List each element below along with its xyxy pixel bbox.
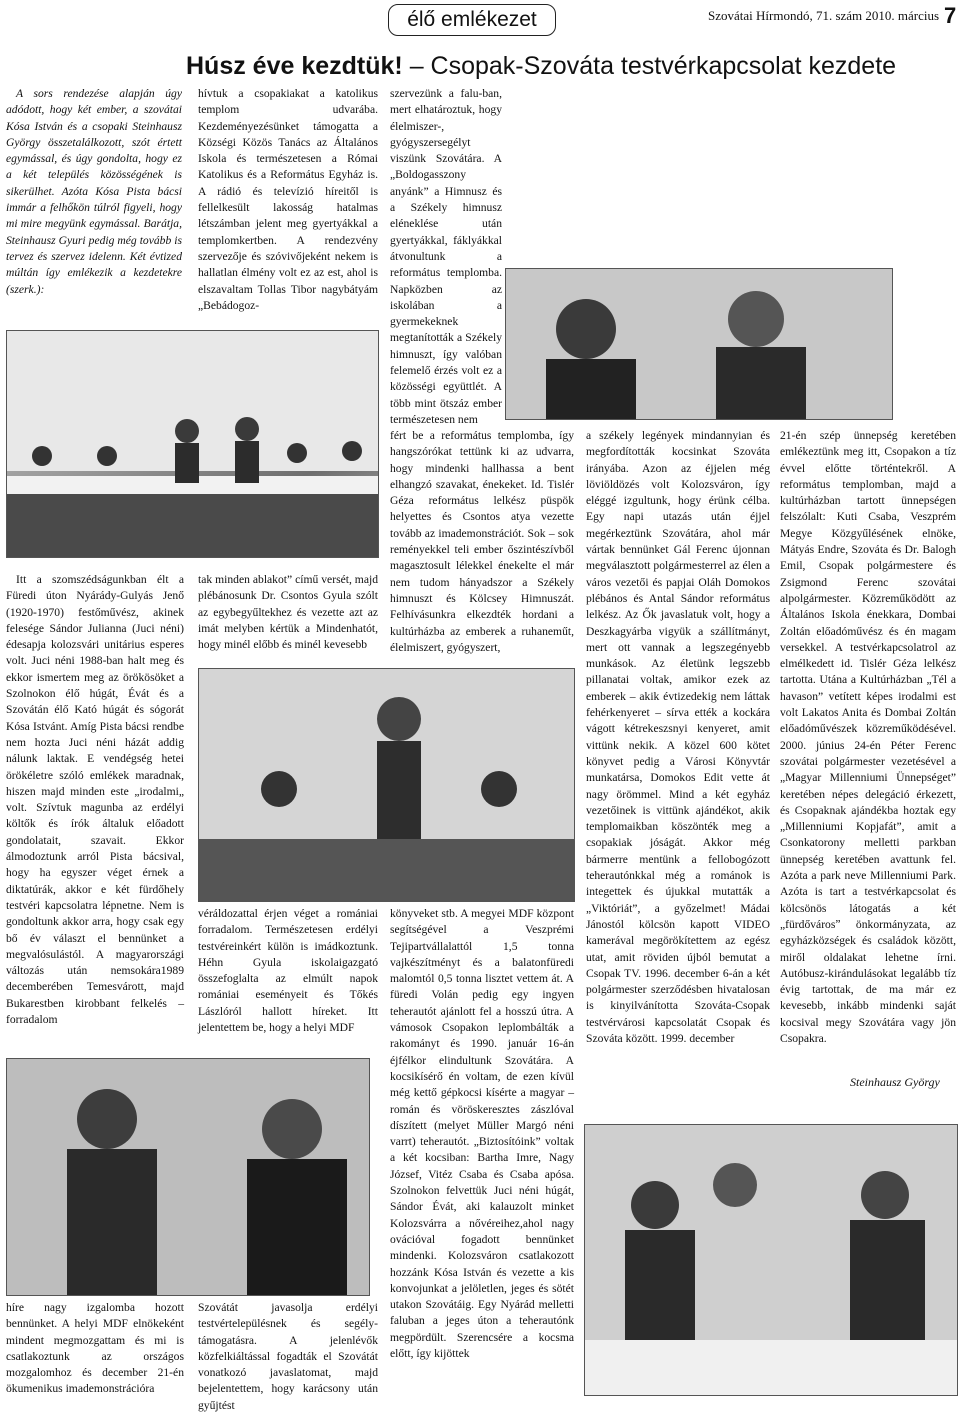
section-tag: élő emlékezet — [388, 4, 556, 36]
photo-signing — [584, 1124, 958, 1396]
photo-handshake — [6, 1058, 370, 1296]
page-number: 7 — [944, 3, 957, 28]
author-signature: Steinhausz György — [850, 1075, 940, 1089]
intro-text: A sors rendezése alapján úgy adódott, hogy két ember, a szovátai Kósa István és a csopaki Steinhausz György összetalálkozott, szót értett egymással, és úgy gondolta, hogy ez a két település közösségének is sikerülhet. Azóta Kósa Pista bácsi immár a felhőkön túlról figyeli, hogy mi mire megyünk egymással. Barátja, Steinhausz Gyuri pedig még tovább is tervez és szervez idelenn. Két évtized múltán így emlékezik a kezdetekre (szerk.): — [6, 87, 182, 296]
col2-bottom: Szovátát javasolja erdélyi testvértelepülésnek és segély-támogatásra. A jelenlévők közfelkiáltással fogadták el Szovátát vonatkozó javaslatomat, majd bejelentettem, hogy karácsony után gyűjtést — [198, 1301, 378, 1412]
photo-signing-graphic — [585, 1125, 957, 1395]
headline — [186, 52, 956, 81]
col3-mid: fért be a református templomba, így hangszórókat tettünk ki az udvarra, hogy mindenki hallhassa a bent elhangzó szavakat, énekeket. Id. Tislér Géza református lelkész püspök helyettes és Csontos atya vezette tovább az imademonstrációt. Sok – sok reményekkel teli ember őszintészívből magasztosult lélekkel énekelte el már nem tudom hányadszor a Székely himnuszt és Kölcsey Himnuszát. Felhívásunkra elkezdték hordani a kultúrházba az emberek a ruhaneműt, élelmiszert, gyógyszert, — [390, 429, 574, 654]
col1-body: Itt a szomszédságunkban élt a Füredi úton Nyárády-Gulyás Jenő (1920-1970) festőművész, akinek felesége Sándor Julianna (Juci néni) édesapja kolozsvári unitárius esperes volt. Juci néni 1988-ban halt meg és ekkor ismertem meg az örökösöket a Szolnokon élő húgát, Évát és a Szovátán élő Kató húgát és sógorát Kósa Istvánt. Amíg Pista bácsi rendbe nem hozta Juci néni házát addig nálunk laktak. E vendégség hetei örökéletre szóló emlékek maradnak, hiszen majd minden este „irodalmi„ volt. Szívtuk magunba az erdélyi költők és írók általuk előadott gondolatait, szavait. Ekkor álmodoztunk arról Pista bácsival, hogy ha egyszer véget érnek a diktatúrák, akkor e két fürdőhely testvéri kapcsolatra lépnetne. Nem is gondoltunk akkor arra, hogy csak egy bő év választ el bennünket a megvalósulástól. A magyarországi változás után nemsokára1989 decemberében Temesvárott, majd Bukarestben kirobbant felkelés – forradalom — [6, 573, 184, 1027]
photo-head-table-graphic — [506, 269, 892, 419]
photo-speakers — [198, 668, 575, 902]
photo-meeting-table — [6, 330, 379, 558]
photo-head-table — [505, 268, 893, 420]
headline-sub: – Csopak-Szováta testvérkapcsolat kezdete — [402, 52, 897, 80]
col3-lower: könyveket stb. A megyei MDF központ segítségével a Veszprémi Tejipartvállalattól 1,5 tonna vajkészítményt és a balatonfüredi malomtól 0,5 tonna lisztet vettem át. A füredi Volán pedig egy ingyen teherautót ajánlott fel a hosszú útra. A vámosok Csopakon leplombálták a rakományt és 1990. január 16-án éjfélkor elindultunk Szovátára. A kocsikísérő én voltam, de ezen kívül még kettő gépkocsi kísérte a magyar – román és vöröskeresztes zászlóval díszített (melyet Müller Margó néni varrt) teherautót. „Biztosítóink” voltak a két kocsiban: Bartha Imre, Nagy József, Vitéz Csaba és Csaba apósa. Szolnokon felvettük Juci néni húgát, Sándor Évát, aki kalauzolt minket Kolozsvárra a nővéreihez,ahol nagy ovációval fogadott bennünket mindenki. Kolozsváron csatlakozott hozzánk Kósa István és vezette a kis konvojunkat a jelöletlen, jeges és sötét utakon Szovátáig. Egy Nyárád melletti faluban a jeges úton a teherautónk megpördült. Szerencsére a kocsma előtt, így kijöttek — [390, 907, 574, 1361]
issue-info: Szovátai Hírmondó, 71. szám 2010. március — [708, 8, 940, 23]
col4-body: a székely legények mindannyian és megfordították kocsinkat Szováta irányába. Azon az éjjelen még löviöldözés volt Kolozsváron, így eléggé izgultunk, hogy érünk célba. Egy napi utazás után éjjel megérkeztünk Szovátára, ahol már vártak bennünket Gál Ferenc újonnan megválasztott polgármesterrel az élen a város vezetői és papjai Oláh Domokos plébános és Antal Sándor református lelkész. Az Ők javaslatuk volt, hogy a Deszkagyárba vigyük a szállítmányt, mert ott vannak a legszegényebb munkások. Az életünk legszebb pillanatai voltak, amikor ezek az emberek – akik évtizedekig nem láttak fehérkenyeret – sírva ették a kockára vágott kétrekeszsnyi kenyeret, amit vittünk nekik. A közel 600 kötet könyvet pedig a Városi Könyvtár munkatársa, Domokos Edit vette át nagy örömmel. Mind a két egyház vezetőinek is vittünk ajándékot, akik templomaikban köszönték meg a csopakiak jóságát. Akkor még bármerre mentünk a fellobogózott teherautónkkal még a románok is integettek és újukkal mutatták a „Viktóriát”, a győzelmet! Mádai Jánostól kölcsön kapott VIDEO kamerával megörökítettem az egész utat, amit röviden újból bemutat a Csopak TV. 1996. december 6-án a két polgármester szerződésben hivatalosan is kinyilvánította Szováta-Csopak testvérvárosi kapcsolatát Csopak és Szováta között. 1999. december — [586, 429, 770, 1045]
col2-mid: tak minden ablakot” című versét, majd plébánosunk Dr. Csontos Gyula szólt az egybegyűltekhez és vezette azt az imát melyben kértük a Mindenhatót, hogy minél előbb és minél kevesebb — [198, 573, 378, 652]
col2-top: hívtuk a csopakiakat a katolikus templom udvarába. Kezdeményezésünket támogatta a Községi Közös Tanács az Általános Iskola és természetesen a Római Katolikus és a Református Egyház is. A rádió és televízió híreitől is fellelkesült lakosság hatalmas létszámban jelent meg gyertyákkal a templomkertben. A rendezvény szervezője és szóvivőjeként nekem is hallatlan élmény volt ez az est, ahol is elszavaltam Tollas Tibor nagybátyám „Bebádogoz- — [198, 87, 378, 312]
col1-bottom: híre nagy izgalomba hozott bennünket. A helyi MDF elnökeként mindent megmozgattam és mi is csatlakoztunk az országos mozgalomhoz és december 21-én ökumenikus imademonstrációra — [6, 1301, 184, 1396]
col2-lower: véráldozattal érjen véget a romániai forradalom. Természetesen erdélyi testvéreinkért külön is imádkoztunk. Héhn Gyula iskolaigazgató összefoglalta az elmúlt napok romániai eseményeit és Tőkés Lászlóról hallott híreket. Itt jelentettem be, hogy a helyi MDF — [198, 907, 378, 1035]
col3-top: szervezünk a falu-ban, mert elhatároztuk, hogy élelmiszer-, gyógyszersegélyt viszünk Szovátára. A „Boldogasszony anyánk” a Himnusz és a Székely himnusz eléneklése után gyertyákkal, fáklyákkal átvonultunk a református templomba. Napközben az iskolában a gyermekeknek megtanították a Székely himnuszt, így valóban felemelő érzés volt ez a közösségi együttlét. A több mint ötszáz ember természetesen nem — [390, 87, 502, 426]
photo-speakers-graphic — [199, 669, 574, 901]
headline-main: Húsz éve kezdtük! — [186, 52, 403, 80]
photo-handshake-graphic — [7, 1059, 369, 1295]
photo-meeting-graphic — [7, 331, 378, 557]
col5-body: 21-én szép ünnepség keretében emlékeztünk meg itt, Csopakon a tíz évvel előtte történtekről. A református templomban, majd a kultúrházban tartott ünnepségen felszólalt: Kuti Csaba, Veszprém Megye Közgyűlésének elnöke, Mátyás Endre, Szováta és Dr. Balogh Emil, Csopak polgármestere és Zsigmond Ferenc szovátai alpolgármester. Közreműködött az Általános Iskola énekkara, Dombai Zoltán előadóművész és én magam versekkel. A testvérkapcsolatrol az elmélkedett id. Tislér Géza lelkész tartotta. Utána a Kultúrházban „Tél a havason” vetített képes irodalmi est volt Lakatos Anita és Dombai Zoltán előadóművészek közreműködésével. 2000. június 24-én Péter Ferenc szovátai polgármester vezetésével a „Magyar Millenniumi Ünnepséget” keretében népes delegáció érkezett, és Csopaknak ajándékba hoztak egy „Millenniumi Kopjafát”, amit a Csonkatorony melletti parkban ünnepség keretében avattunk fel. Azóta a park neve Millenniumi Park. Azóta is tart a testvérkapcsolat és kölcsönös látogatás a két „fürdővárosˮ önkormányzata, az egyházközségek és családok között, miről oldalakat lehetne írni. Autóbusz-kirándulásokat legalább tíz évig tartottak, de ma már ez kevesebb, inkább mindenki saját kocsival megy Szovátára vagy jön Csopakra. — [780, 429, 956, 1045]
